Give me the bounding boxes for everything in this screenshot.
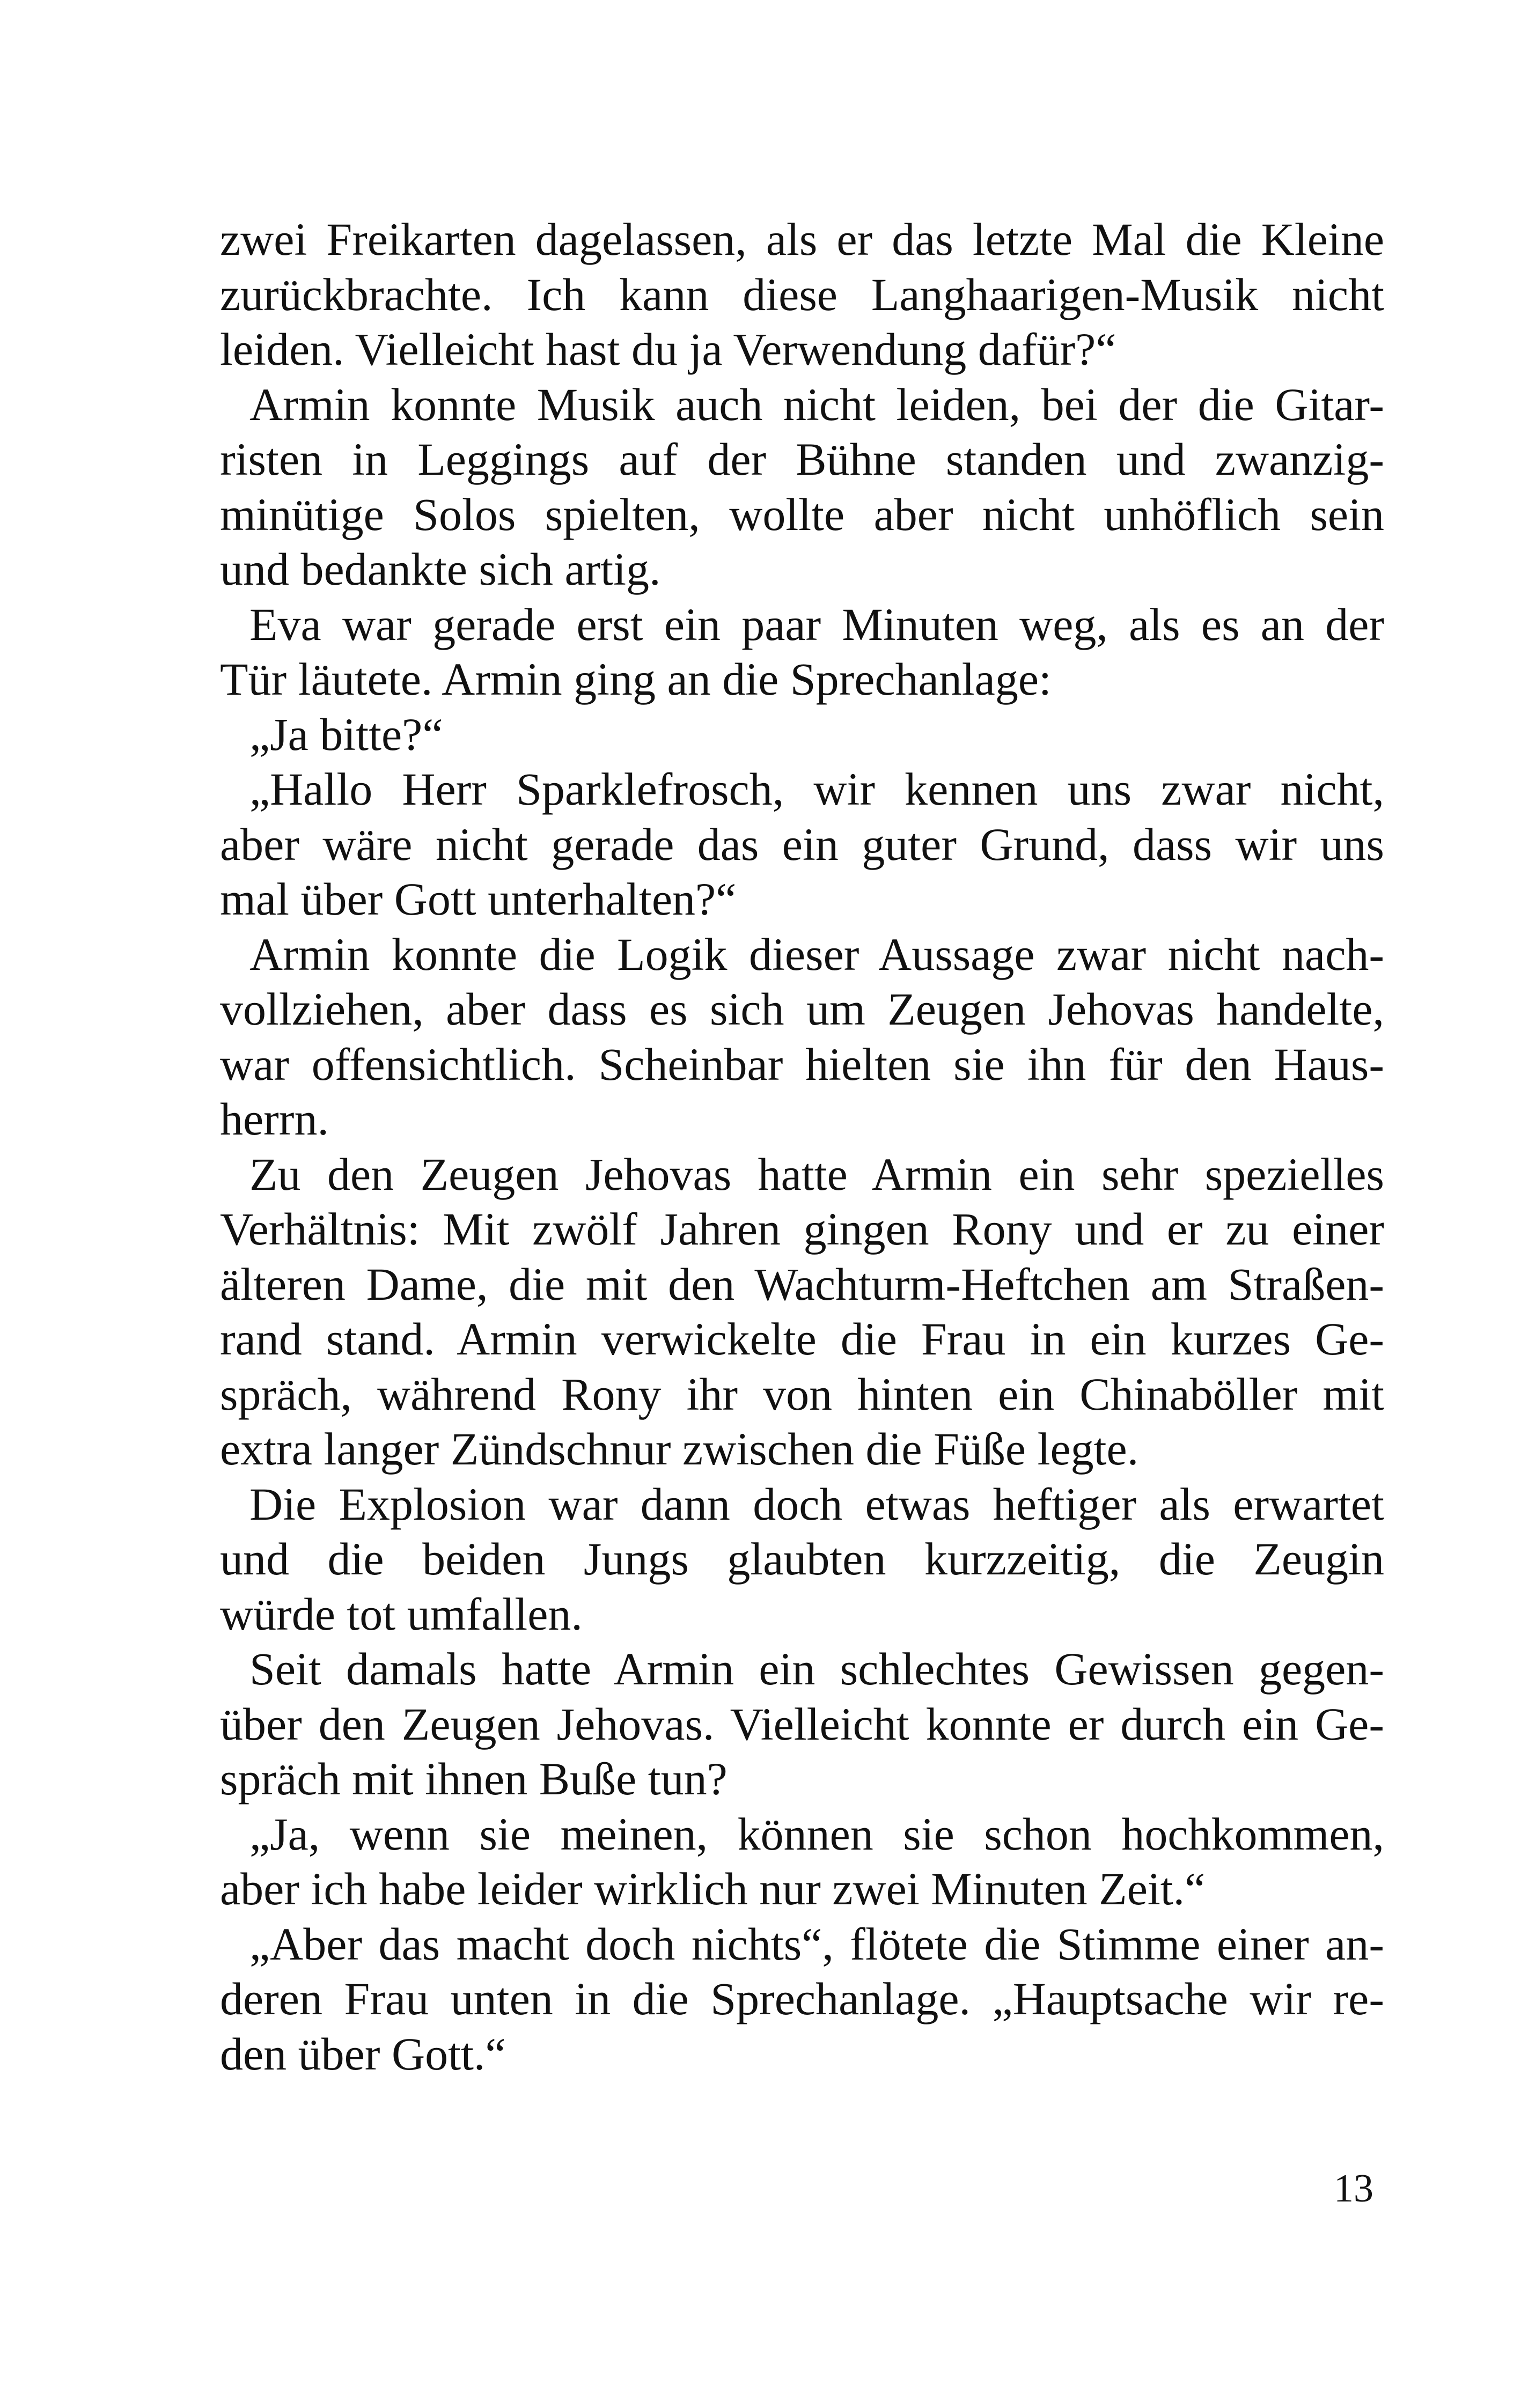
text-line: Eva war gerade erst ein paar Minuten weg, als es an der [249, 598, 1384, 650]
text-line: Armin konnte Musik auch nicht leiden, bei der die Gitar- [249, 378, 1384, 430]
text-line: älteren Dame, die mit den Wachturm-Heftchen am Straßen- [220, 1258, 1384, 1310]
page-number: 13 [1334, 2167, 1373, 2211]
text-line: Verhältnis: Mit zwölf Jahren gingen Rony und er zu einer [220, 1203, 1384, 1255]
text-line: den über Gott.“ [220, 2028, 506, 2080]
text-line: risten in Leggings auf der Bühne standen und zwanzig- [220, 433, 1384, 485]
text-line: „Ja, wenn sie meinen, können sie schon hochkommen, [249, 1808, 1384, 1860]
text-line: war offensichtlich. Scheinbar hielten sie ihn für den Haus- [220, 1038, 1384, 1090]
text-line: zwei Freikarten dagelassen, als er das letzte Mal die Kleine [220, 213, 1384, 265]
text-line: herrn. [220, 1093, 329, 1145]
text-line: Zu den Zeugen Jehovas hatte Armin ein sehr spezielles [249, 1148, 1384, 1200]
text-line: deren Frau unten in die Sprechanlage. „Hauptsache wir re- [220, 1973, 1384, 2024]
text-line: mal über Gott unterhalten?“ [220, 873, 737, 925]
text-line: über den Zeugen Jehovas. Vielleicht konnte er durch ein Ge- [220, 1698, 1384, 1750]
text-line: „Aber das macht doch nichts“, flötete die Stimme einer an- [249, 1918, 1384, 1970]
text-line: Tür läutete. Armin ging an die Sprechanlage: [220, 653, 1052, 705]
text-line: aber wäre nicht gerade das ein guter Grund, dass wir uns [220, 818, 1384, 870]
text-line: spräch mit ihnen Buße tun? [220, 1753, 728, 1805]
text-line: minütige Solos spielten, wollte aber nicht unhöflich sein [220, 488, 1384, 540]
text-line: Armin konnte die Logik dieser Aussage zwar nicht nach- [249, 928, 1384, 980]
text-line: „Ja bitte?“ [249, 708, 443, 760]
text-line: spräch, während Rony ihr von hinten ein Chinaböller mit [220, 1368, 1384, 1420]
text-line: zurückbrachte. Ich kann diese Langhaarigen-Musik nicht [220, 268, 1384, 320]
text-line: Die Explosion war dann doch etwas heftiger als erwartet [249, 1478, 1384, 1530]
text-line: und bedankte sich artig. [220, 543, 661, 595]
text-line: würde tot umfallen. [220, 1588, 583, 1640]
text-line: rand stand. Armin verwickelte die Frau in ein kurzes Ge- [220, 1313, 1384, 1365]
text-line: vollziehen, aber dass es sich um Zeugen Jehovas handelte, [220, 983, 1384, 1035]
text-line: Seit damals hatte Armin ein schlechtes Gewissen gegen- [249, 1643, 1384, 1695]
text-line: aber ich habe leider wirklich nur zwei Minuten Zeit.“ [220, 1863, 1206, 1914]
text-line: extra langer Zündschnur zwischen die Füße legte. [220, 1423, 1139, 1475]
body-text [220, 212, 1384, 2081]
text-line: leiden. Vielleicht hast du ja Verwendung dafür?“ [220, 323, 1116, 375]
text-line: und die beiden Jungs glaubten kurzzeitig, die Zeugin [220, 1533, 1384, 1585]
text-line: „Hallo Herr Sparklefrosch, wir kennen uns zwar nicht, [249, 763, 1384, 815]
